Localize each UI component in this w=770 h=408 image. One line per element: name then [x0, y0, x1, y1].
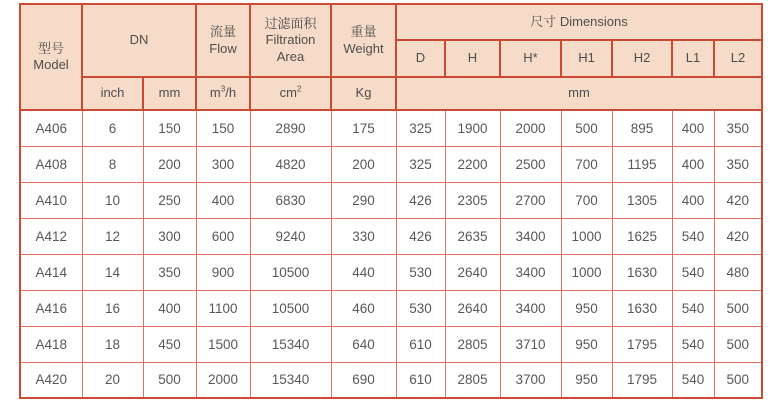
table-row	[20, 254, 762, 290]
value-cell: 700	[561, 182, 612, 218]
value-cell: 400	[143, 290, 196, 326]
value-cell: 8	[82, 146, 143, 182]
value-cell: 300	[196, 146, 250, 182]
value-cell: 2200	[445, 146, 500, 182]
value-cell: 325	[396, 146, 445, 182]
value-cell: 500	[561, 110, 612, 146]
model-cell: A410	[20, 182, 82, 218]
value-cell: 12	[82, 218, 143, 254]
value-cell: 10	[82, 182, 143, 218]
value-cell: 540	[672, 218, 714, 254]
value-cell: 2000	[196, 362, 250, 398]
header-filtration-en: Filtration Area	[265, 32, 316, 64]
model-cell: A408	[20, 146, 82, 182]
value-cell: 420	[714, 182, 762, 218]
model-cell: A420	[20, 362, 82, 398]
value-cell: 1000	[561, 218, 612, 254]
value-cell: 200	[143, 146, 196, 182]
value-cell: 150	[196, 110, 250, 146]
value-cell: 640	[331, 326, 396, 362]
header-flow	[196, 4, 250, 77]
table-row	[20, 146, 762, 182]
header-row-units	[20, 77, 762, 110]
unit-area-sup: 2	[296, 85, 302, 95]
value-cell: 540	[672, 362, 714, 398]
header-filtration-area	[250, 4, 331, 77]
model-cell: A416	[20, 290, 82, 326]
unit-mm: mm	[143, 77, 196, 110]
unit-flow	[196, 77, 250, 110]
value-cell: 6	[82, 110, 143, 146]
value-cell: 2000	[500, 110, 561, 146]
unit-flow-sup: 3	[220, 85, 226, 95]
table-row	[20, 362, 762, 398]
value-cell: 690	[331, 362, 396, 398]
value-cell: 950	[561, 290, 612, 326]
value-cell: 350	[714, 146, 762, 182]
value-cell: 1625	[612, 218, 672, 254]
header-filtration-zh: 过滤面积	[264, 16, 317, 32]
header-weight	[331, 4, 396, 77]
value-cell: 2635	[445, 218, 500, 254]
value-cell: 900	[196, 254, 250, 290]
value-cell: 2890	[250, 110, 331, 146]
table-row	[20, 326, 762, 362]
table-row	[20, 290, 762, 326]
value-cell: 400	[672, 110, 714, 146]
header-model-en: Model	[33, 57, 69, 72]
value-cell: 1305	[612, 182, 672, 218]
table-header	[20, 4, 762, 110]
value-cell: 1900	[445, 110, 500, 146]
value-cell: 1000	[561, 254, 612, 290]
header-dim-hstar: H*	[500, 40, 561, 77]
value-cell: 426	[396, 218, 445, 254]
value-cell: 500	[714, 362, 762, 398]
table-row	[20, 110, 762, 146]
value-cell: 1795	[612, 362, 672, 398]
model-cell: A418	[20, 326, 82, 362]
value-cell: 1795	[612, 326, 672, 362]
value-cell: 175	[331, 110, 396, 146]
value-cell: 18	[82, 326, 143, 362]
unit-area-base: cm	[279, 85, 297, 101]
table-body	[20, 110, 762, 398]
value-cell: 540	[672, 326, 714, 362]
header-dim-h2: H2	[612, 40, 672, 77]
value-cell: 540	[672, 290, 714, 326]
unit-flow-rest: /h	[225, 85, 237, 101]
value-cell: 480	[714, 254, 762, 290]
header-model	[20, 4, 82, 110]
value-cell: 600	[196, 218, 250, 254]
header-flow-zh: 流量	[209, 24, 236, 40]
header-dim-h1: H1	[561, 40, 612, 77]
value-cell: 330	[331, 218, 396, 254]
value-cell: 325	[396, 110, 445, 146]
header-dim-l1: L1	[672, 40, 714, 77]
value-cell: 400	[672, 146, 714, 182]
value-cell: 2700	[500, 182, 561, 218]
unit-flow-base: m	[209, 85, 221, 101]
value-cell: 3710	[500, 326, 561, 362]
unit-area	[250, 77, 331, 110]
value-cell: 350	[714, 110, 762, 146]
value-cell: 150	[143, 110, 196, 146]
header-dim-d: D	[396, 40, 445, 77]
value-cell: 610	[396, 326, 445, 362]
table-row	[20, 218, 762, 254]
header-dn: DN	[82, 4, 196, 77]
unit-dimensions-mm: mm	[396, 77, 762, 110]
value-cell: 6830	[250, 182, 331, 218]
value-cell: 3700	[500, 362, 561, 398]
value-cell: 460	[331, 290, 396, 326]
model-cell: A412	[20, 218, 82, 254]
header-dim-l2: L2	[714, 40, 762, 77]
value-cell: 1630	[612, 254, 672, 290]
spec-table	[19, 3, 763, 399]
value-cell: 300	[143, 218, 196, 254]
value-cell: 1630	[612, 290, 672, 326]
value-cell: 950	[561, 326, 612, 362]
header-flow-en: Flow	[209, 40, 237, 56]
header-dim-h: H	[445, 40, 500, 77]
value-cell: 200	[331, 146, 396, 182]
value-cell: 2805	[445, 326, 500, 362]
value-cell: 3400	[500, 218, 561, 254]
value-cell: 2305	[445, 182, 500, 218]
value-cell: 350	[143, 254, 196, 290]
value-cell: 426	[396, 182, 445, 218]
value-cell: 500	[714, 290, 762, 326]
value-cell: 450	[143, 326, 196, 362]
value-cell: 700	[561, 146, 612, 182]
value-cell: 15340	[250, 362, 331, 398]
value-cell: 290	[331, 182, 396, 218]
value-cell: 895	[612, 110, 672, 146]
value-cell: 420	[714, 218, 762, 254]
value-cell: 2805	[445, 362, 500, 398]
header-model-zh: 型号	[37, 40, 64, 56]
value-cell: 2640	[445, 290, 500, 326]
value-cell: 1195	[612, 146, 672, 182]
model-cell: A406	[20, 110, 82, 146]
header-weight-zh: 重量	[350, 24, 377, 40]
header-weight-en: Weight	[343, 40, 384, 56]
header-dimensions: 尺寸 Dimensions	[396, 4, 762, 40]
value-cell: 2640	[445, 254, 500, 290]
value-cell: 2500	[500, 146, 561, 182]
value-cell: 540	[672, 254, 714, 290]
value-cell: 20	[82, 362, 143, 398]
value-cell: 10500	[250, 254, 331, 290]
value-cell: 400	[196, 182, 250, 218]
value-cell: 16	[82, 290, 143, 326]
header-row-main	[20, 4, 762, 40]
value-cell: 9240	[250, 218, 331, 254]
unit-inch: inch	[82, 77, 143, 110]
value-cell: 530	[396, 290, 445, 326]
value-cell: 14	[82, 254, 143, 290]
unit-weight: Kg	[331, 77, 396, 110]
value-cell: 400	[672, 182, 714, 218]
value-cell: 4820	[250, 146, 331, 182]
model-cell: A414	[20, 254, 82, 290]
value-cell: 10500	[250, 290, 331, 326]
value-cell: 950	[561, 362, 612, 398]
value-cell: 610	[396, 362, 445, 398]
value-cell: 440	[331, 254, 396, 290]
value-cell: 3400	[500, 290, 561, 326]
value-cell: 1100	[196, 290, 250, 326]
value-cell: 500	[714, 326, 762, 362]
value-cell: 15340	[250, 326, 331, 362]
table-row	[20, 182, 762, 218]
value-cell: 530	[396, 254, 445, 290]
value-cell: 1500	[196, 326, 250, 362]
value-cell: 250	[143, 182, 196, 218]
value-cell: 500	[143, 362, 196, 398]
value-cell: 3400	[500, 254, 561, 290]
